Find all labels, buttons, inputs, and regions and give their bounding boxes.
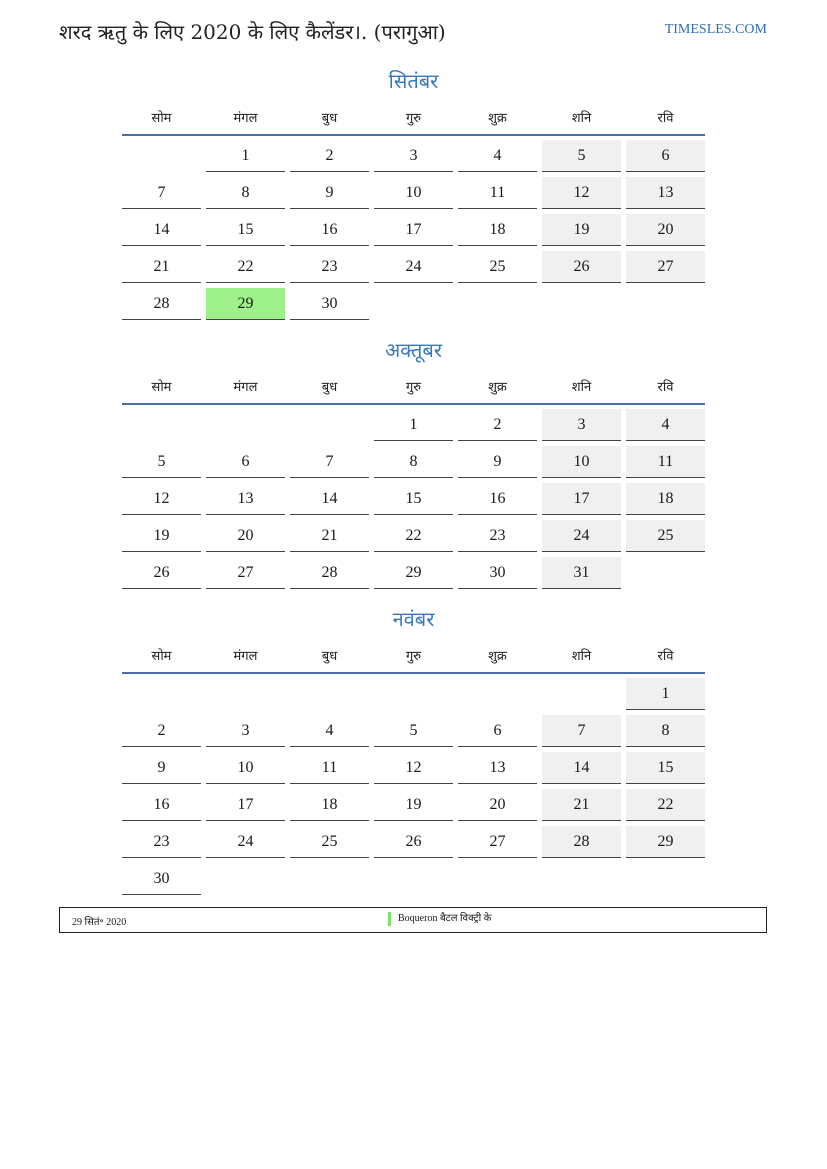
- day-cell[interactable]: 19: [122, 520, 201, 552]
- month-title: सितंबर: [388, 69, 439, 93]
- day-cell[interactable]: 30: [290, 288, 369, 320]
- month-title: नवंबर: [392, 607, 435, 631]
- empty-cell: [290, 409, 369, 440]
- weekday-label: शनि: [571, 649, 592, 664]
- weekday-label: सोम: [151, 380, 172, 395]
- day-cell-today[interactable]: 29: [206, 288, 285, 320]
- weekday-label: सोम: [151, 649, 172, 664]
- day-cell[interactable]: 1: [374, 409, 453, 441]
- day-cell[interactable]: 5: [542, 140, 621, 172]
- day-cell[interactable]: 4: [626, 409, 705, 441]
- weekday-label: शनि: [571, 111, 592, 126]
- day-cell[interactable]: 1: [626, 678, 705, 710]
- day-cell[interactable]: 7: [542, 715, 621, 747]
- day-cell[interactable]: 19: [542, 214, 621, 246]
- day-cell[interactable]: 4: [458, 140, 537, 172]
- site-link[interactable]: TIMESLES.COM: [664, 22, 767, 37]
- empty-cell: [122, 140, 201, 171]
- day-cell[interactable]: 3: [374, 140, 453, 172]
- weekday-label: बुध: [321, 649, 338, 664]
- day-cell[interactable]: 26: [122, 557, 201, 589]
- weekday-label: बुध: [321, 111, 338, 126]
- weekday-label: शुक्र: [488, 649, 507, 664]
- month-title: अक्तूबर: [385, 338, 442, 362]
- day-cell[interactable]: 14: [290, 483, 369, 515]
- day-cell[interactable]: 15: [206, 214, 285, 246]
- month-october: [122, 335, 705, 594]
- weekday-label: गुरु: [405, 380, 422, 395]
- day-cell[interactable]: 10: [206, 752, 285, 784]
- days-grid: [122, 678, 705, 900]
- day-cell[interactable]: 13: [626, 177, 705, 209]
- day-cell[interactable]: 22: [626, 789, 705, 821]
- day-cell[interactable]: 12: [542, 177, 621, 209]
- day-cell[interactable]: 6: [626, 140, 705, 172]
- day-cell[interactable]: 20: [626, 214, 705, 246]
- day-cell[interactable]: 7: [290, 446, 369, 478]
- day-cell[interactable]: 3: [542, 409, 621, 441]
- day-cell[interactable]: 18: [626, 483, 705, 515]
- day-cell[interactable]: 1: [206, 140, 285, 172]
- day-cell[interactable]: 21: [542, 789, 621, 821]
- day-cell[interactable]: 30: [458, 557, 537, 589]
- weekday-label: रवि: [657, 380, 674, 395]
- day-cell[interactable]: 28: [122, 288, 201, 320]
- day-cell[interactable]: 11: [458, 177, 537, 209]
- day-cell[interactable]: 2: [290, 140, 369, 172]
- day-cell[interactable]: 11: [626, 446, 705, 478]
- empty-cell: [458, 678, 537, 709]
- weekday-label: शुक्र: [488, 380, 507, 395]
- day-cell[interactable]: 31: [542, 557, 621, 589]
- page-title: शरद ऋतु के लिए 2020 के लिए कैलेंडर।. (परागुआ): [59, 20, 446, 44]
- empty-cell: [122, 678, 201, 709]
- day-cell[interactable]: 12: [122, 483, 201, 515]
- day-cell[interactable]: 14: [122, 214, 201, 246]
- days-grid: [122, 140, 705, 325]
- days-grid: [122, 409, 705, 594]
- weekday-label: शुक्र: [488, 111, 507, 126]
- weekday-header: [122, 638, 705, 674]
- day-cell[interactable]: 9: [290, 177, 369, 209]
- footer-event[interactable]: Boqueron बैटल विक्ट्री के: [388, 912, 491, 926]
- day-cell[interactable]: 8: [626, 715, 705, 747]
- day-cell[interactable]: 29: [626, 826, 705, 858]
- day-cell[interactable]: 24: [206, 826, 285, 858]
- weekday-label: सोम: [151, 111, 172, 126]
- empty-cell: [122, 409, 201, 440]
- footer-bar: [59, 907, 767, 933]
- day-cell[interactable]: 28: [542, 826, 621, 858]
- day-cell[interactable]: 14: [542, 752, 621, 784]
- month-november: [122, 604, 705, 900]
- day-cell[interactable]: 5: [122, 446, 201, 478]
- day-cell[interactable]: 2: [458, 409, 537, 441]
- day-cell[interactable]: 11: [290, 752, 369, 784]
- empty-cell: [290, 678, 369, 709]
- day-cell[interactable]: 27: [206, 557, 285, 589]
- day-cell[interactable]: 5: [374, 715, 453, 747]
- day-cell[interactable]: 25: [458, 251, 537, 283]
- weekday-label: मंगल: [233, 649, 258, 664]
- day-cell[interactable]: 4: [290, 715, 369, 747]
- empty-cell: [374, 678, 453, 709]
- day-cell[interactable]: 15: [626, 752, 705, 784]
- day-cell[interactable]: 22: [206, 251, 285, 283]
- day-cell[interactable]: 8: [206, 177, 285, 209]
- month-september: [122, 66, 705, 325]
- day-cell[interactable]: 23: [458, 520, 537, 552]
- weekday-label: गुरु: [405, 111, 422, 126]
- day-cell[interactable]: 9: [458, 446, 537, 478]
- day-cell[interactable]: 13: [206, 483, 285, 515]
- empty-cell: [206, 678, 285, 709]
- day-cell[interactable]: 7: [122, 177, 201, 209]
- footer-date: 29 सितं॰ 2020: [72, 917, 127, 928]
- day-cell[interactable]: 15: [374, 483, 453, 515]
- day-cell[interactable]: 9: [122, 752, 201, 784]
- day-cell[interactable]: 24: [542, 520, 621, 552]
- day-cell[interactable]: 29: [374, 557, 453, 589]
- day-cell[interactable]: 17: [206, 789, 285, 821]
- day-cell[interactable]: 6: [206, 446, 285, 478]
- day-cell[interactable]: 13: [458, 752, 537, 784]
- day-cell[interactable]: 16: [290, 214, 369, 246]
- day-cell[interactable]: 18: [290, 789, 369, 821]
- day-cell[interactable]: 8: [374, 446, 453, 478]
- weekday-label: मंगल: [233, 111, 258, 126]
- day-cell[interactable]: 3: [206, 715, 285, 747]
- day-cell[interactable]: 10: [542, 446, 621, 478]
- day-cell[interactable]: 21: [122, 251, 201, 283]
- day-cell[interactable]: 22: [374, 520, 453, 552]
- day-cell[interactable]: 16: [122, 789, 201, 821]
- day-cell[interactable]: 17: [542, 483, 621, 515]
- weekday-label: शनि: [571, 380, 592, 395]
- day-cell[interactable]: 17: [374, 214, 453, 246]
- day-cell[interactable]: 18: [458, 214, 537, 246]
- day-cell[interactable]: 27: [458, 826, 537, 858]
- day-cell[interactable]: 2: [122, 715, 201, 747]
- empty-cell: [542, 678, 621, 709]
- weekday-label: गुरु: [405, 649, 422, 664]
- day-cell[interactable]: 26: [542, 251, 621, 283]
- day-cell[interactable]: 20: [206, 520, 285, 552]
- day-cell[interactable]: 20: [458, 789, 537, 821]
- day-cell[interactable]: 21: [290, 520, 369, 552]
- day-cell[interactable]: 10: [374, 177, 453, 209]
- day-cell[interactable]: 12: [374, 752, 453, 784]
- weekday-header: [122, 100, 705, 136]
- weekday-label: रवि: [657, 649, 674, 664]
- weekday-label: मंगल: [233, 380, 258, 395]
- day-cell[interactable]: 6: [458, 715, 537, 747]
- day-cell[interactable]: 23: [122, 826, 201, 858]
- weekday-label: रवि: [657, 111, 674, 126]
- day-cell[interactable]: 26: [374, 826, 453, 858]
- day-cell[interactable]: 25: [290, 826, 369, 858]
- day-cell[interactable]: 28: [290, 557, 369, 589]
- day-cell[interactable]: 19: [374, 789, 453, 821]
- day-cell[interactable]: 25: [626, 520, 705, 552]
- weekday-header: [122, 369, 705, 405]
- weekday-label: बुध: [321, 380, 338, 395]
- day-cell[interactable]: 30: [122, 863, 201, 895]
- day-cell[interactable]: 23: [290, 251, 369, 283]
- day-cell[interactable]: 24: [374, 251, 453, 283]
- empty-cell: [206, 409, 285, 440]
- day-cell[interactable]: 27: [626, 251, 705, 283]
- day-cell[interactable]: 16: [458, 483, 537, 515]
